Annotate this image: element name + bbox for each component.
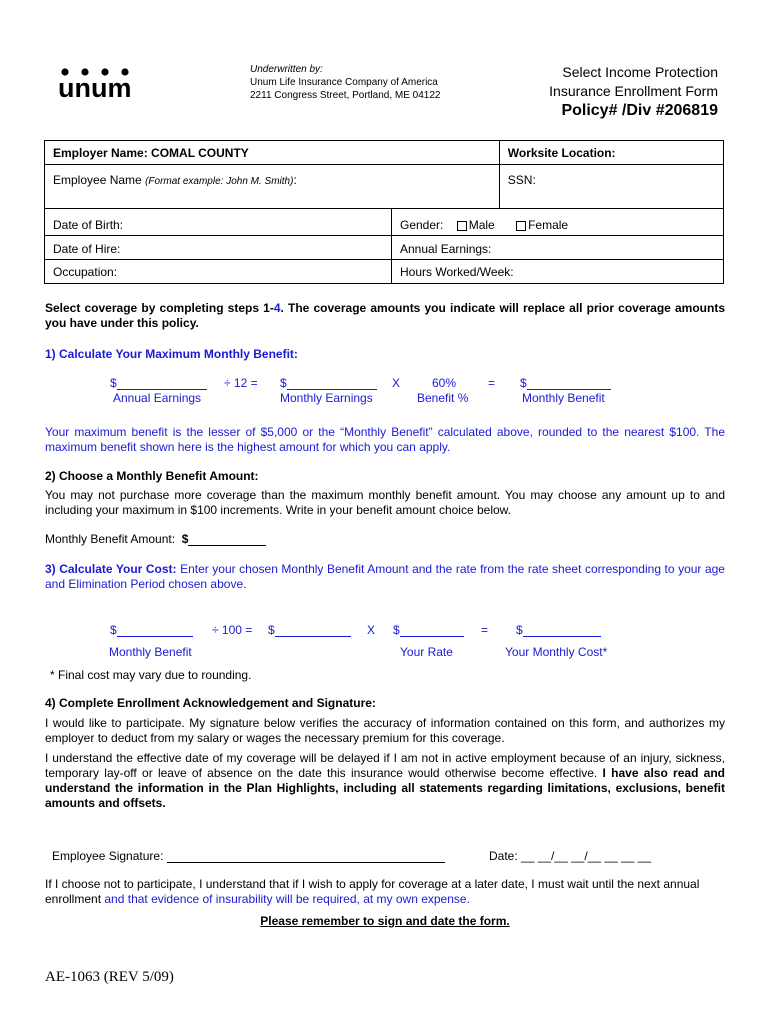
annual-earnings-field[interactable]: Annual Earnings:	[392, 236, 724, 260]
benefit-pct-caption: Benefit %	[417, 391, 469, 405]
plan-highlights-text: I have also read and understand the information in the Plan Highlights, including all statements regarding limitations, exclusions, benefit amounts and offsets.	[45, 766, 725, 810]
decline-text: If I choose not to participate, I understand that if I wish to apply for coverage at a later date, I must wait until the next annual enrollment	[45, 877, 700, 906]
equals-sign: =	[488, 376, 496, 390]
monthly-earnings-caption: Monthly Earnings	[280, 391, 373, 405]
benefit-div-input[interactable]	[268, 623, 351, 637]
male-checkbox[interactable]	[457, 221, 467, 231]
employee-name-field[interactable]	[45, 165, 500, 209]
signature-date-field[interactable]	[489, 849, 651, 863]
monthly-benefit-amount-label: Monthly Benefit Amount:	[45, 532, 176, 546]
benefit-input[interactable]	[110, 623, 193, 637]
step3-text: Enter your chosen Monthly Benefit Amount and the rate from the rate sheet corresponding to your age and Elimination Period chosen above.	[45, 562, 725, 591]
employee-name-example: (Format example: John M. Smith)	[145, 176, 294, 187]
logo-wordmark: unum	[58, 73, 132, 102]
female-checkbox[interactable]	[516, 221, 526, 231]
date-of-hire-field[interactable]: Date of Hire:	[45, 236, 392, 260]
monthly-benefit-caption: Monthly Benefit	[109, 645, 192, 659]
date-label: Date:	[489, 849, 518, 863]
step4-heading: 4) Complete Enrollment Acknowledgement and Signature:	[45, 696, 376, 710]
step1-heading: 1) Calculate Your Maximum Monthly Benefit:	[45, 347, 298, 361]
dollar-sign: $	[110, 623, 117, 637]
divide-12: ÷ 12 =	[224, 376, 258, 390]
intro-text-c: . The coverage amounts you indicate will replace all prior coverage amounts you have under this policy.	[45, 301, 726, 330]
employee-name-colon: :	[293, 173, 297, 187]
unum-logo	[58, 66, 154, 102]
underwritten-by: Underwritten by:	[250, 64, 323, 75]
company-address: 2211 Congress Street, Portland, ME 04122	[250, 90, 441, 101]
dollar-sign: $	[110, 376, 117, 390]
rounding-footnote: * Final cost may vary due to rounding.	[50, 668, 252, 682]
female-label: Female	[528, 218, 569, 232]
ssn-field[interactable]: SSN:	[499, 165, 723, 209]
employee-signature-field[interactable]	[52, 849, 445, 863]
step3-heading: 3) Calculate Your Cost:	[45, 562, 177, 576]
underwriter-block	[250, 63, 440, 102]
date-mask: __ __/__ __/__ __ __ __	[521, 849, 652, 863]
title-line2: Insurance Enrollment Form	[549, 83, 718, 99]
gender-field	[392, 209, 724, 236]
max-benefit-note: Your maximum benefit is the lesser of $5,000 or the “Monthly Benefit” calculated above, rounded to the nearest $100. The maximum benefit shown here is the highest amount for which you can apply.	[45, 425, 725, 454]
annual-earnings-caption: Annual Earnings	[113, 391, 202, 405]
worksite-location-field[interactable]: Worksite Location:	[499, 141, 723, 165]
rate-input[interactable]	[393, 623, 464, 637]
employee-info-table	[44, 140, 724, 284]
sign-reminder: Please remember to sign and date the form.	[260, 914, 510, 928]
form-title	[549, 63, 718, 120]
your-cost-caption: Your Monthly Cost*	[505, 645, 608, 659]
employer-name: Employer Name: COMAL COUNTY	[45, 141, 500, 165]
male-label: Male	[468, 218, 495, 232]
employee-name-label: Employee Name	[53, 173, 142, 187]
step3-instructions	[45, 562, 725, 592]
participation-statement: I would like to participate. My signature below verifies the accuracy of information contained on this form, and authorizes my employer to deduct from my salary or wages the necessary premium for this coverage.	[45, 716, 725, 745]
gender-label: Gender:	[400, 218, 444, 232]
effective-date-text: I understand the effective date of my coverage will be delayed if I am not in active employment because of an injury, sickness, temporary lay-off or leave of absence on the date this insurance would otherwise become effective.	[45, 751, 725, 780]
dollar-sign: $	[280, 376, 287, 390]
step2-heading: 2) Choose a Monthly Benefit Amount:	[45, 469, 259, 483]
monthly-benefit-caption: Monthly Benefit	[522, 391, 605, 405]
intro-instructions	[45, 301, 725, 331]
dollar-sign: $	[516, 623, 523, 637]
your-rate-caption: Your Rate	[400, 645, 453, 659]
cost-input[interactable]	[516, 623, 601, 637]
annual-earnings-input[interactable]	[110, 376, 207, 390]
occupation-field[interactable]: Occupation:	[45, 260, 392, 284]
monthly-benefit-input[interactable]	[520, 376, 611, 390]
effective-date-statement	[45, 751, 725, 811]
form-number: AE-1063 (REV 5/09)	[45, 969, 174, 985]
dob-field[interactable]: Date of Birth:	[45, 209, 392, 236]
equals-sign: =	[481, 623, 489, 637]
signature-label: Employee Signature:	[52, 849, 164, 863]
sixty-percent: 60%	[432, 376, 457, 390]
evidence-text: and that evidence of insurability will be required, at my own expense.	[104, 892, 470, 906]
multiply-sign: X	[392, 376, 401, 390]
dollar-sign: $	[181, 532, 189, 546]
intro-text-a: Select coverage by completing steps 1-	[45, 301, 274, 315]
intro-text-b: 4	[273, 301, 281, 315]
hours-worked-field[interactable]: Hours Worked/Week:	[392, 260, 724, 284]
policy-number: Policy# /Div #206819	[561, 102, 718, 119]
monthly-benefit-amount-field[interactable]	[45, 532, 266, 546]
dollar-sign: $	[393, 623, 400, 637]
monthly-earnings-input[interactable]	[280, 376, 377, 390]
divide-100: ÷ 100 =	[212, 623, 253, 637]
step2-text: You may not purchase more coverage than the maximum monthly benefit amount. You may choose any amount up to and including your maximum in $100 increments. Write in your benefit amount choice below.	[45, 488, 725, 517]
company-name: Unum Life Insurance Company of America	[250, 77, 438, 88]
multiply-sign: X	[367, 623, 376, 637]
dollar-sign: $	[520, 376, 527, 390]
title-line1: Select Income Protection	[562, 64, 718, 80]
dollar-sign: $	[268, 623, 275, 637]
decline-statement	[45, 877, 725, 907]
